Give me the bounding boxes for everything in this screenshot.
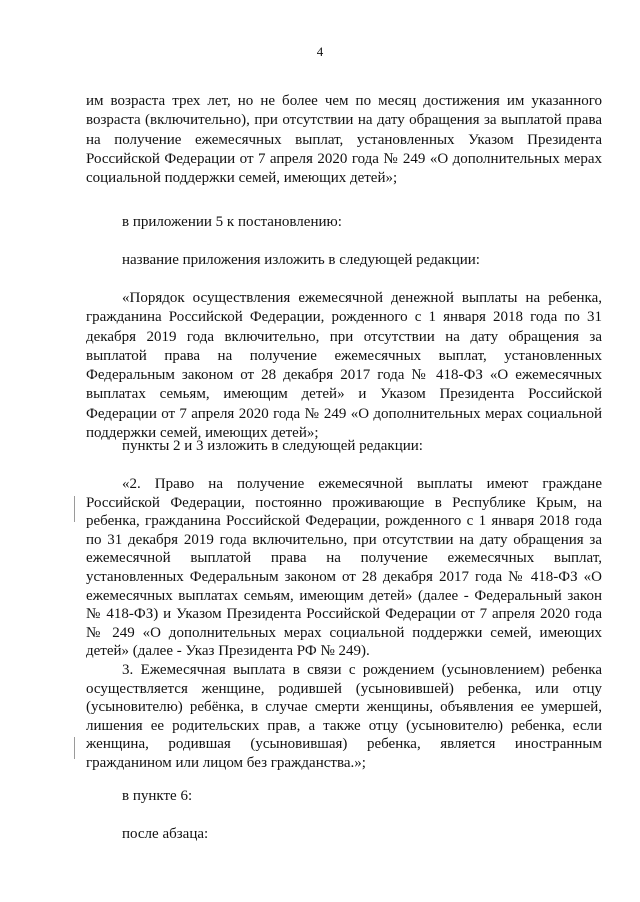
scan-artifact-mark — [74, 496, 75, 522]
paragraph-continuation: им возраста трех лет, но не более чем по месяц достижения им указанного возраста (включительно), при отсутствии на дату обращения за выплатой права на получение ежемесячных выплат, установленных Указом Президента Российской Федерации от 7 апреля 2020 года № 249 «О дополнительных мерах социальной поддержки семей, имеющих детей»; — [86, 93, 602, 187]
paragraph-point-6: в пункте 6: — [122, 788, 193, 804]
paragraph-points-2-3: пункты 2 и 3 изложить в следующей редакции: — [122, 438, 423, 454]
paragraph-after-clause: после абзаца: — [122, 826, 209, 842]
paragraph-point-3: 3. Ежемесячная выплата в связи с рождением (усыновлением) ребенка осуществляется женщине, родившей (усыновившей) ребенка, или отцу (усыновителю) ребёнка, в случае смерти женщины, объявления ее умершей, лишения ее родительских прав, а также отцу (усыновителю) ребенка, если женщина, родившая (усыновившая) ребенка, является иностранным гражданином или лицом без гражданства.»; — [86, 662, 602, 771]
paragraph-order-title: «Порядок осуществления ежемесячной денежной выплаты на ребенка, гражданина Российской Федерации, рожденного с 1 января 2018 года по 31 декабря 2019 года включительно, при отсутствии на дату обращения за выплатой права на получение ежемесячных выплат, установленных Федеральным законом от 28 декабря 2017 года № 418-ФЗ «О ежемесячных выплатах семьям, имеющим детей» и Указом Президента Российской Федерации от 7 апреля 2020 года № 249 «О дополнительных мерах социальной поддержки семей, имеющих детей»; — [86, 290, 602, 442]
page-number: 4 — [316, 44, 324, 59]
paragraph-point-2: «2. Право на получение ежемесячной выплаты имеют граждане Российской Федерации, постоянно проживающие в Республике Крым, на ребенка, гражданина Российской Федерации, рожденного с 1 января 2018 года по 31 декабря 2019 года включительно, при отсутствии на дату обращения за ежемесячной выплатой права на получение ежемесячных выплат, установленных Федеральным законом от 28 декабря 2017 года № 418-ФЗ «О ежемесячных выплатах семьям, имеющим детей» (далее - Федеральный закон № 418-ФЗ) и Указом Президента Российской Федерации от 7 апреля 2020 года № 249 «О дополнительных мерах социальной поддержки семей, имеющих детей» (далее - Указ Президента РФ № 249). — [86, 476, 602, 660]
paragraph-title-change: название приложения изложить в следующей редакции: — [122, 252, 480, 268]
paragraph-appendix-5: в приложении 5 к постановлению: — [122, 214, 342, 230]
scan-artifact-mark — [74, 737, 75, 759]
